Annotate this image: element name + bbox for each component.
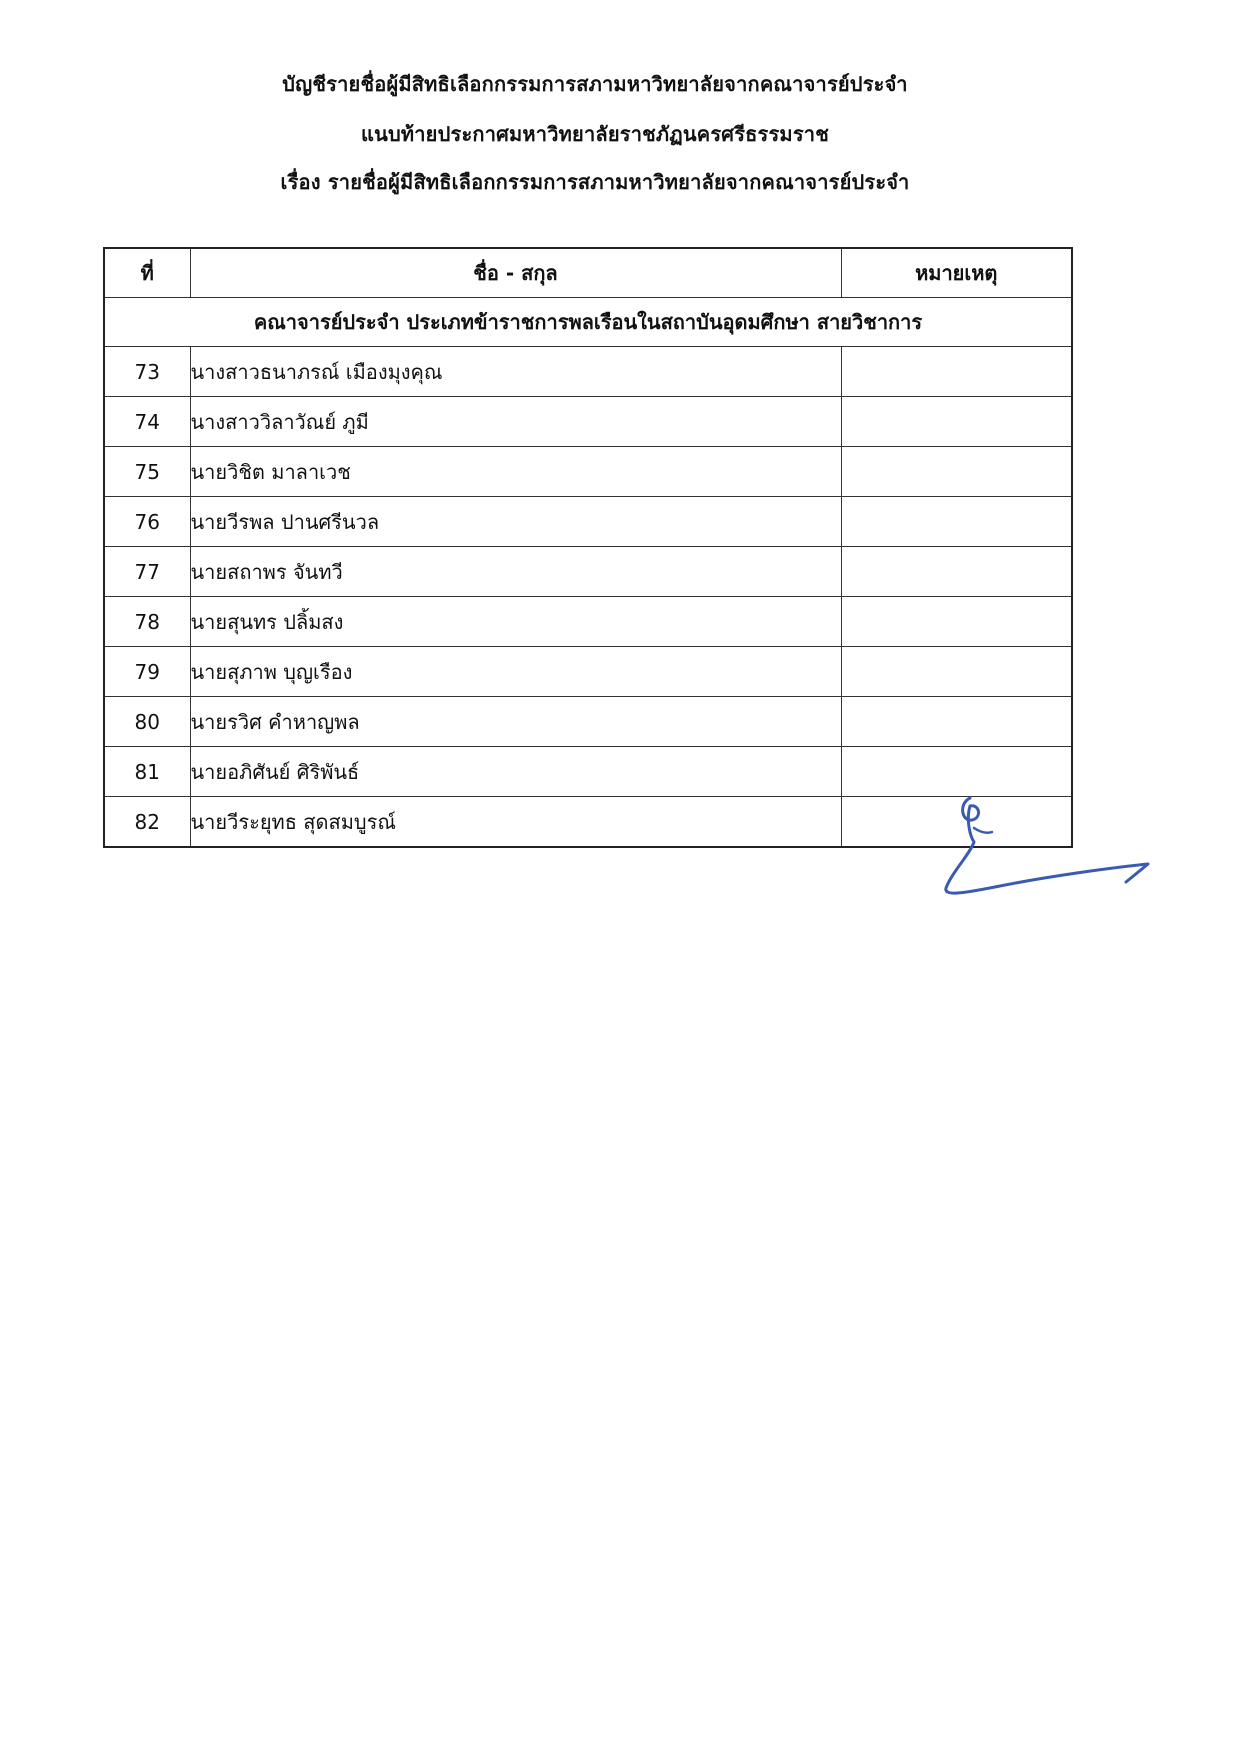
- table-row: [104, 397, 1072, 447]
- row-number: 73: [104, 347, 190, 397]
- table-row: [104, 347, 1072, 397]
- row-number: 79: [104, 647, 190, 697]
- row-name: นายสถาพร จันทวี: [190, 547, 841, 597]
- row-name: นายวิชิต มาลาเวช: [190, 447, 841, 497]
- row-remarks: [841, 347, 1072, 397]
- row-number: 75: [104, 447, 190, 497]
- row-name: นายวีรพล ปานศรีนวล: [190, 497, 841, 547]
- row-remarks: [841, 447, 1072, 497]
- row-remarks: [841, 497, 1072, 547]
- table-row: [104, 497, 1072, 547]
- row-name: นายสุภาพ บุญเรือง: [190, 647, 841, 697]
- header-name: ชื่อ - สกุล: [190, 248, 841, 298]
- category-row: [104, 298, 1072, 347]
- row-remarks: [841, 697, 1072, 747]
- table-row: [104, 647, 1072, 697]
- row-number: 74: [104, 397, 190, 447]
- table-row: [104, 447, 1072, 497]
- header-number: ที่: [104, 248, 190, 298]
- header-remarks: หมายเหตุ: [841, 248, 1072, 298]
- row-name: นายรวิศ คำหาญพล: [190, 697, 841, 747]
- row-name: นายวีระยุทธ สุดสมบูรณ์: [190, 797, 841, 848]
- roster-table: [103, 247, 1073, 848]
- table-row: [104, 747, 1072, 797]
- table-row: [104, 597, 1072, 647]
- row-remarks: [841, 397, 1072, 447]
- row-name: นายอภิศันย์ ศิริพันธ์: [190, 747, 841, 797]
- row-number: 76: [104, 497, 190, 547]
- row-remarks: [841, 647, 1072, 697]
- heading-line-1: บัญชีรายชื่อผู้มีสิทธิเลือกกรรมการสภามหาวิทยาลัยจากคณาจารย์ประจำ: [282, 72, 908, 96]
- row-number: 81: [104, 747, 190, 797]
- heading-line-2: แนบท้ายประกาศมหาวิทยาลัยราชภัฏนครศรีธรรมราช: [361, 122, 829, 146]
- row-number: 80: [104, 697, 190, 747]
- row-number: 82: [104, 797, 190, 848]
- category-label: คณาจารย์ประจำ ประเภทข้าราชการพลเรือนในสถาบันอุดมศึกษา สายวิชาการ: [104, 298, 1072, 347]
- signature-stroke: [946, 798, 1148, 893]
- table-row: [104, 697, 1072, 747]
- table-row: [104, 547, 1072, 597]
- row-name: นายสุนทร ปลิ้มสง: [190, 597, 841, 647]
- table-header-row: [104, 248, 1072, 298]
- handwritten-signature: [940, 780, 1152, 898]
- table-row: [104, 797, 1072, 848]
- signature-flourish: [974, 828, 992, 833]
- row-name: นางสาววิลาวัณย์ ภูมี: [190, 397, 841, 447]
- row-remarks: [841, 547, 1072, 597]
- row-number: 78: [104, 597, 190, 647]
- heading-line-3: เรื่อง รายชื่อผู้มีสิทธิเลือกกรรมการสภามหาวิทยาลัยจากคณาจารย์ประจำ: [280, 170, 910, 194]
- row-name: นางสาวธนาภรณ์ เมืองมุงคุณ: [190, 347, 841, 397]
- row-remarks: [841, 597, 1072, 647]
- row-number: 77: [104, 547, 190, 597]
